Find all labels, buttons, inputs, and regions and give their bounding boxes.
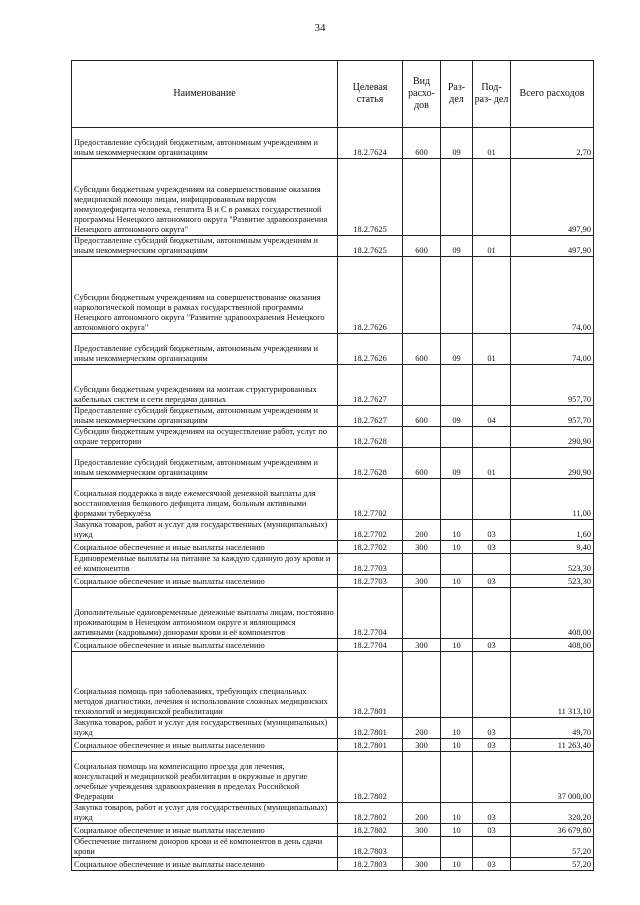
cell-target: 18.2.7802 [338, 824, 403, 837]
cell-section [441, 427, 473, 448]
cell-expense-type [403, 427, 441, 448]
cell-subsection: 01 [473, 448, 511, 479]
cell-subsection [473, 159, 511, 236]
cell-subsection [473, 752, 511, 803]
cell-expense-type: 200 [403, 520, 441, 541]
cell-target: 18.2.7625 [338, 159, 403, 236]
cell-subsection [473, 652, 511, 718]
cell-section: 09 [441, 448, 473, 479]
cell-subsection: 03 [473, 824, 511, 837]
cell-total: 49,70 [511, 718, 594, 739]
cell-name: Предоставление субсидий бюджетным, автономным учреждениям и иным некоммерческим организациям [72, 448, 338, 479]
table-row [72, 448, 594, 479]
cell-total: 290,90 [511, 448, 594, 479]
cell-target: 18.2.7625 [338, 236, 403, 257]
cell-target: 18.2.7702 [338, 479, 403, 520]
cell-total: 11 313,10 [511, 652, 594, 718]
cell-expense-type: 300 [403, 575, 441, 588]
cell-total: 408,00 [511, 639, 594, 652]
cell-section: 10 [441, 520, 473, 541]
table-row [72, 588, 594, 639]
cell-name: Предоставление субсидий бюджетным, автономным учреждениям и иным некоммерческим организациям [72, 128, 338, 159]
cell-name: Социальное обеспечение и иные выплаты населению [72, 858, 338, 871]
cell-section [441, 159, 473, 236]
table-row [72, 554, 594, 575]
cell-name: Обеспечение питанием доноров крови и её компонентов в день сдачи крови [72, 837, 338, 858]
cell-target: 18.2.7626 [338, 334, 403, 365]
cell-name: Социальное обеспечение и иные выплаты населению [72, 739, 338, 752]
cell-total: 523,30 [511, 575, 594, 588]
cell-target: 18.2.7702 [338, 541, 403, 554]
cell-section [441, 554, 473, 575]
cell-subsection: 04 [473, 406, 511, 427]
cell-section: 09 [441, 236, 473, 257]
cell-expense-type: 300 [403, 639, 441, 652]
cell-name: Социальная поддержка в виде ежемесячной денежной выплаты для восстановления белкового дефицита лицам, больным активными формами туберкулёза [72, 479, 338, 520]
cell-expense-type: 600 [403, 334, 441, 365]
cell-name: Закупка товаров, работ и услуг для государственных (муниципальных) нужд [72, 803, 338, 824]
cell-name: Субсидии бюджетным учреждениям на совершенствование оказания наркологической помощи в рамках государственной программы Ненецкого автономного округа "Развитие здравоохранения Ненецкого автономного округа" [72, 257, 338, 334]
table-row [72, 406, 594, 427]
cell-total: 957,70 [511, 365, 594, 406]
table-row [72, 427, 594, 448]
cell-subsection: 01 [473, 236, 511, 257]
header-expense-type: Вид расхо- дов [403, 61, 441, 128]
cell-total: 957,70 [511, 406, 594, 427]
cell-section: 10 [441, 575, 473, 588]
header-total: Всего расходов [511, 61, 594, 128]
cell-subsection: 03 [473, 858, 511, 871]
cell-target: 18.2.7628 [338, 448, 403, 479]
cell-total: 497,90 [511, 159, 594, 236]
cell-name: Дополнительные единовременные денежные выплаты лицам, постоянно проживающим в Ненецком автономном округе и являющимся активными (кадровыми) донорами крови и её компонентов [72, 588, 338, 639]
cell-section [441, 257, 473, 334]
cell-target: 18.2.7801 [338, 718, 403, 739]
cell-target: 18.2.7703 [338, 554, 403, 575]
cell-target: 18.2.7703 [338, 575, 403, 588]
cell-subsection [473, 588, 511, 639]
cell-total: 37 000,00 [511, 752, 594, 803]
cell-subsection: 03 [473, 803, 511, 824]
cell-subsection: 03 [473, 520, 511, 541]
table-row [72, 718, 594, 739]
cell-expense-type [403, 257, 441, 334]
cell-section: 10 [441, 639, 473, 652]
cell-total: 11 263,40 [511, 739, 594, 752]
cell-name: Предоставление субсидий бюджетным, автономным учреждениям и иным некоммерческим организациям [72, 334, 338, 365]
cell-expense-type: 200 [403, 803, 441, 824]
table-row [72, 257, 594, 334]
cell-section: 10 [441, 718, 473, 739]
cell-name: Социальное обеспечение и иные выплаты населению [72, 541, 338, 554]
cell-target: 18.2.7801 [338, 652, 403, 718]
cell-target: 18.2.7627 [338, 365, 403, 406]
cell-subsection: 01 [473, 128, 511, 159]
table-row [72, 639, 594, 652]
table-row [72, 479, 594, 520]
table-row [72, 739, 594, 752]
cell-total: 320,20 [511, 803, 594, 824]
cell-name: Социальное обеспечение и иные выплаты населению [72, 575, 338, 588]
cell-name: Субсидии бюджетным учреждениям на совершенствование оказания медицинской помощи лицам, инфицированным вирусом иммунодефицита человека, гепатита В и С в рамках государственной программы Ненецкого автономного округа "Развитие здравоохранения Ненецкого автономного округа" [72, 159, 338, 236]
cell-section: 10 [441, 803, 473, 824]
cell-expense-type: 600 [403, 448, 441, 479]
cell-expense-type: 600 [403, 406, 441, 427]
table-row [72, 128, 594, 159]
header-name: Наименование [72, 61, 338, 128]
cell-subsection: 03 [473, 718, 511, 739]
cell-expense-type [403, 652, 441, 718]
cell-expense-type: 300 [403, 541, 441, 554]
cell-section: 09 [441, 406, 473, 427]
table-row [72, 824, 594, 837]
header-target: Целевая статья [338, 61, 403, 128]
table-row [72, 803, 594, 824]
cell-expense-type: 200 [403, 718, 441, 739]
cell-target: 18.2.7628 [338, 427, 403, 448]
cell-total: 57,20 [511, 858, 594, 871]
cell-expense-type [403, 752, 441, 803]
cell-total: 74,00 [511, 257, 594, 334]
cell-name: Социальное обеспечение и иные выплаты населению [72, 639, 338, 652]
cell-subsection [473, 257, 511, 334]
cell-target: 18.2.7802 [338, 752, 403, 803]
cell-total: 2,70 [511, 128, 594, 159]
cell-total: 11,00 [511, 479, 594, 520]
cell-expense-type [403, 365, 441, 406]
header-subsection: Под- раз- дел [473, 61, 511, 128]
cell-total: 9,40 [511, 541, 594, 554]
cell-subsection: 03 [473, 541, 511, 554]
cell-expense-type: 600 [403, 128, 441, 159]
cell-total: 36 679,80 [511, 824, 594, 837]
cell-section: 10 [441, 858, 473, 871]
page-number: 34 [314, 22, 326, 34]
cell-expense-type [403, 479, 441, 520]
cell-target: 18.2.7626 [338, 257, 403, 334]
cell-expense-type [403, 554, 441, 575]
cell-section [441, 365, 473, 406]
cell-target: 18.2.7704 [338, 588, 403, 639]
cell-subsection [473, 837, 511, 858]
cell-section: 10 [441, 541, 473, 554]
cell-target: 18.2.7704 [338, 639, 403, 652]
table-row [72, 334, 594, 365]
cell-section [441, 588, 473, 639]
cell-total: 497,90 [511, 236, 594, 257]
cell-expense-type: 300 [403, 858, 441, 871]
table-row [72, 236, 594, 257]
cell-section: 09 [441, 334, 473, 365]
cell-subsection [473, 554, 511, 575]
table-row [72, 837, 594, 858]
table-row [72, 520, 594, 541]
cell-name: Предоставление субсидий бюджетным, автономным учреждениям и иным некоммерческим организациям [72, 236, 338, 257]
cell-expense-type: 300 [403, 739, 441, 752]
header-section: Раз- дел [441, 61, 473, 128]
cell-name: Субсидии бюджетным учреждениям на монтаж структурированных кабельных систем и сети передачи данных [72, 365, 338, 406]
cell-subsection: 01 [473, 334, 511, 365]
cell-target: 18.2.7803 [338, 858, 403, 871]
cell-section: 10 [441, 739, 473, 752]
cell-name: Закупка товаров, работ и услуг для государственных (муниципальных) нужд [72, 718, 338, 739]
table-header-row [72, 61, 594, 128]
cell-section [441, 837, 473, 858]
cell-target: 18.2.7801 [338, 739, 403, 752]
cell-section: 09 [441, 128, 473, 159]
cell-total: 523,30 [511, 554, 594, 575]
cell-name: Закупка товаров, работ и услуг для государственных (муниципальных) нужд [72, 520, 338, 541]
cell-name: Единовременные выплаты на питание за каждую сданную дозу крови и её компонентов [72, 554, 338, 575]
cell-section: 10 [441, 824, 473, 837]
cell-expense-type: 300 [403, 824, 441, 837]
table-row [72, 858, 594, 871]
cell-total: 290,90 [511, 427, 594, 448]
cell-expense-type [403, 159, 441, 236]
cell-subsection [473, 365, 511, 406]
table-row [72, 752, 594, 803]
cell-expense-type: 600 [403, 236, 441, 257]
cell-total: 1,60 [511, 520, 594, 541]
table-row [72, 159, 594, 236]
table-row [72, 541, 594, 554]
cell-total: 74,00 [511, 334, 594, 365]
cell-subsection [473, 427, 511, 448]
table-row [72, 575, 594, 588]
cell-name: Социальная помощь на компенсацию проезда для лечения, консультаций и медицинской реабилитации в окружные и другие лечебные учреждения здравоохранения в пределах Российской Федерации [72, 752, 338, 803]
cell-total: 408,00 [511, 588, 594, 639]
cell-section [441, 652, 473, 718]
cell-name: Субсидии бюджетным учреждениям на осуществление работ, услуг по охране территории [72, 427, 338, 448]
cell-target: 18.2.7802 [338, 803, 403, 824]
cell-total: 57,20 [511, 837, 594, 858]
table-row [72, 652, 594, 718]
cell-target: 18.2.7624 [338, 128, 403, 159]
cell-target: 18.2.7627 [338, 406, 403, 427]
budget-table [71, 60, 594, 871]
cell-target: 18.2.7803 [338, 837, 403, 858]
cell-expense-type [403, 588, 441, 639]
cell-expense-type [403, 837, 441, 858]
cell-name: Предоставление субсидий бюджетным, автономным учреждениям и иным некоммерческим организациям [72, 406, 338, 427]
cell-subsection: 03 [473, 739, 511, 752]
table-row [72, 365, 594, 406]
cell-name: Социальная помощь при заболеваниях, требующих специальных методов диагностики, лечения и использования сложных медицинских технологий и медицинской реабилитации [72, 652, 338, 718]
cell-name: Социальное обеспечение и иные выплаты населению [72, 824, 338, 837]
cell-section [441, 479, 473, 520]
cell-subsection: 03 [473, 575, 511, 588]
cell-target: 18.2.7702 [338, 520, 403, 541]
cell-subsection: 03 [473, 639, 511, 652]
cell-subsection [473, 479, 511, 520]
cell-section [441, 752, 473, 803]
